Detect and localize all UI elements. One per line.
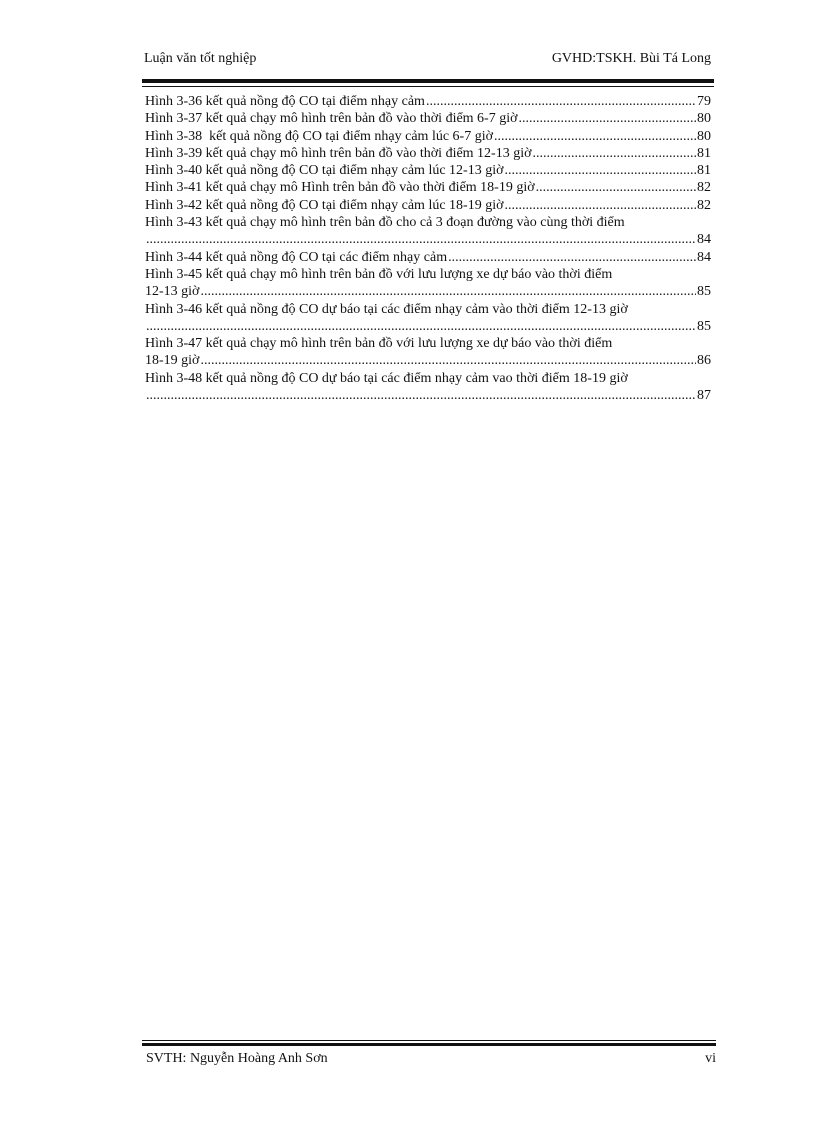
dot-leader <box>505 162 696 179</box>
toc-entry-3-40[interactable] <box>145 162 711 179</box>
toc-entry-title: Hình 3-36 kết quả nồng độ CO tại điểm nhạy cảm <box>145 94 425 109</box>
toc-entry-page: 84 <box>697 232 711 248</box>
toc-entry-3-41[interactable] <box>145 179 711 196</box>
toc-entry-title: Hình 3-38 kết quả nồng độ CO tại điểm nhạy cảm lúc 6-7 giờ <box>145 128 494 144</box>
toc-entry-title: Hình 3-45 kết quả chạy mô hình trên bản đồ với lưu lượng xe dự báo vào thời điểm <box>145 266 613 282</box>
toc-entry-title: Hình 3-47 kết quả chạy mô hình trên bản đồ với lưu lượng xe dự báo vào thời điểm <box>145 336 613 352</box>
toc-entry-page: 86 <box>697 353 711 369</box>
dot-leader <box>505 197 696 214</box>
dot-leader <box>519 110 696 127</box>
dot-leader <box>536 179 696 196</box>
toc-entry-title: Hình 3-43 kết quả chạy mô hình trên bản đồ cho cả 3 đoạn đường vào cùng thời điểm <box>145 215 625 231</box>
dot-leader <box>426 93 696 110</box>
dot-leader <box>146 231 696 248</box>
toc-entry-page: 85 <box>697 284 711 300</box>
dot-leader <box>146 318 696 335</box>
toc-entry-title: Hình 3-39 kết quả chạy mô hình trên bản đồ vào thời điểm 12-13 giờ <box>145 145 532 161</box>
toc-entry-title: Hình 3-46 kết quả nồng độ CO dự báo tại các điểm nhạy cảm vào thời điểm 12-13 giờ <box>145 301 628 317</box>
toc-entry-title: Hình 3-48 kết quả nồng độ CO dự báo tại các điểm nhạy cảm vao thời điểm 18-19 giờ <box>145 370 628 386</box>
toc-entry-title: Hình 3-37 kết quả chạy mô hình trên bản đồ vào thời điểm 6-7 giờ <box>145 111 518 127</box>
toc-entry-3-47[interactable] <box>145 335 711 370</box>
toc-entry-title: Hình 3-41 kết quả chạy mô Hình trên bản đồ vào thời điểm 18-19 giờ <box>145 180 535 196</box>
table-of-figures <box>145 93 711 404</box>
dot-leader <box>448 249 696 266</box>
dot-leader <box>200 352 696 369</box>
toc-entry-title: Hình 3-44 kết quả nồng độ CO tại các điểm nhạy cảm <box>145 249 448 265</box>
toc-entry-page: 80 <box>697 128 711 144</box>
toc-entry-page: 80 <box>697 111 711 127</box>
toc-entry-page: 81 <box>697 163 711 179</box>
toc-entry-page: 85 <box>697 318 711 334</box>
toc-entry-page: 87 <box>697 388 711 404</box>
dot-leader <box>200 283 696 300</box>
header-rule <box>142 79 714 83</box>
dot-leader <box>533 145 696 162</box>
toc-entry-page: 81 <box>697 145 711 161</box>
toc-entry-title: Hình 3-42 kết quả nồng độ CO tại điểm nhạy cảm lúc 18-19 giờ <box>145 197 504 213</box>
footer-rule <box>142 1043 716 1046</box>
toc-entry-3-46[interactable] <box>145 301 711 336</box>
header-supervisor: GVHD:TSKH. Bùi Tá Long <box>551 51 711 66</box>
toc-entry-3-42[interactable] <box>145 197 711 214</box>
toc-entry-page: 79 <box>697 94 711 109</box>
toc-entry-3-37[interactable] <box>145 110 711 127</box>
toc-entry-3-36[interactable] <box>145 93 711 110</box>
toc-entry-title-cont: 18-19 giờ <box>145 353 200 369</box>
dot-leader <box>494 128 696 145</box>
toc-entry-3-38[interactable] <box>145 128 711 145</box>
header-thesis-title: Luận văn tốt nghiệp <box>144 51 257 66</box>
toc-entry-title: Hình 3-40 kết quả nồng độ CO tại điểm nhạy cảm lúc 12-13 giờ <box>145 163 504 179</box>
footer-student: SVTH: Nguyễn Hoàng Anh Sơn <box>146 1051 328 1066</box>
toc-entry-3-48[interactable] <box>145 370 711 405</box>
toc-entry-page: 84 <box>697 249 711 265</box>
page-number: vi <box>705 1051 716 1066</box>
toc-entry-page: 82 <box>697 197 711 213</box>
toc-entry-3-44[interactable] <box>145 249 711 266</box>
toc-entry-3-43[interactable] <box>145 214 711 249</box>
toc-entry-3-39[interactable] <box>145 145 711 162</box>
toc-entry-3-45[interactable] <box>145 266 711 301</box>
dot-leader <box>146 387 696 404</box>
toc-entry-page: 82 <box>697 180 711 196</box>
toc-entry-title-cont: 12-13 giờ <box>145 284 200 300</box>
